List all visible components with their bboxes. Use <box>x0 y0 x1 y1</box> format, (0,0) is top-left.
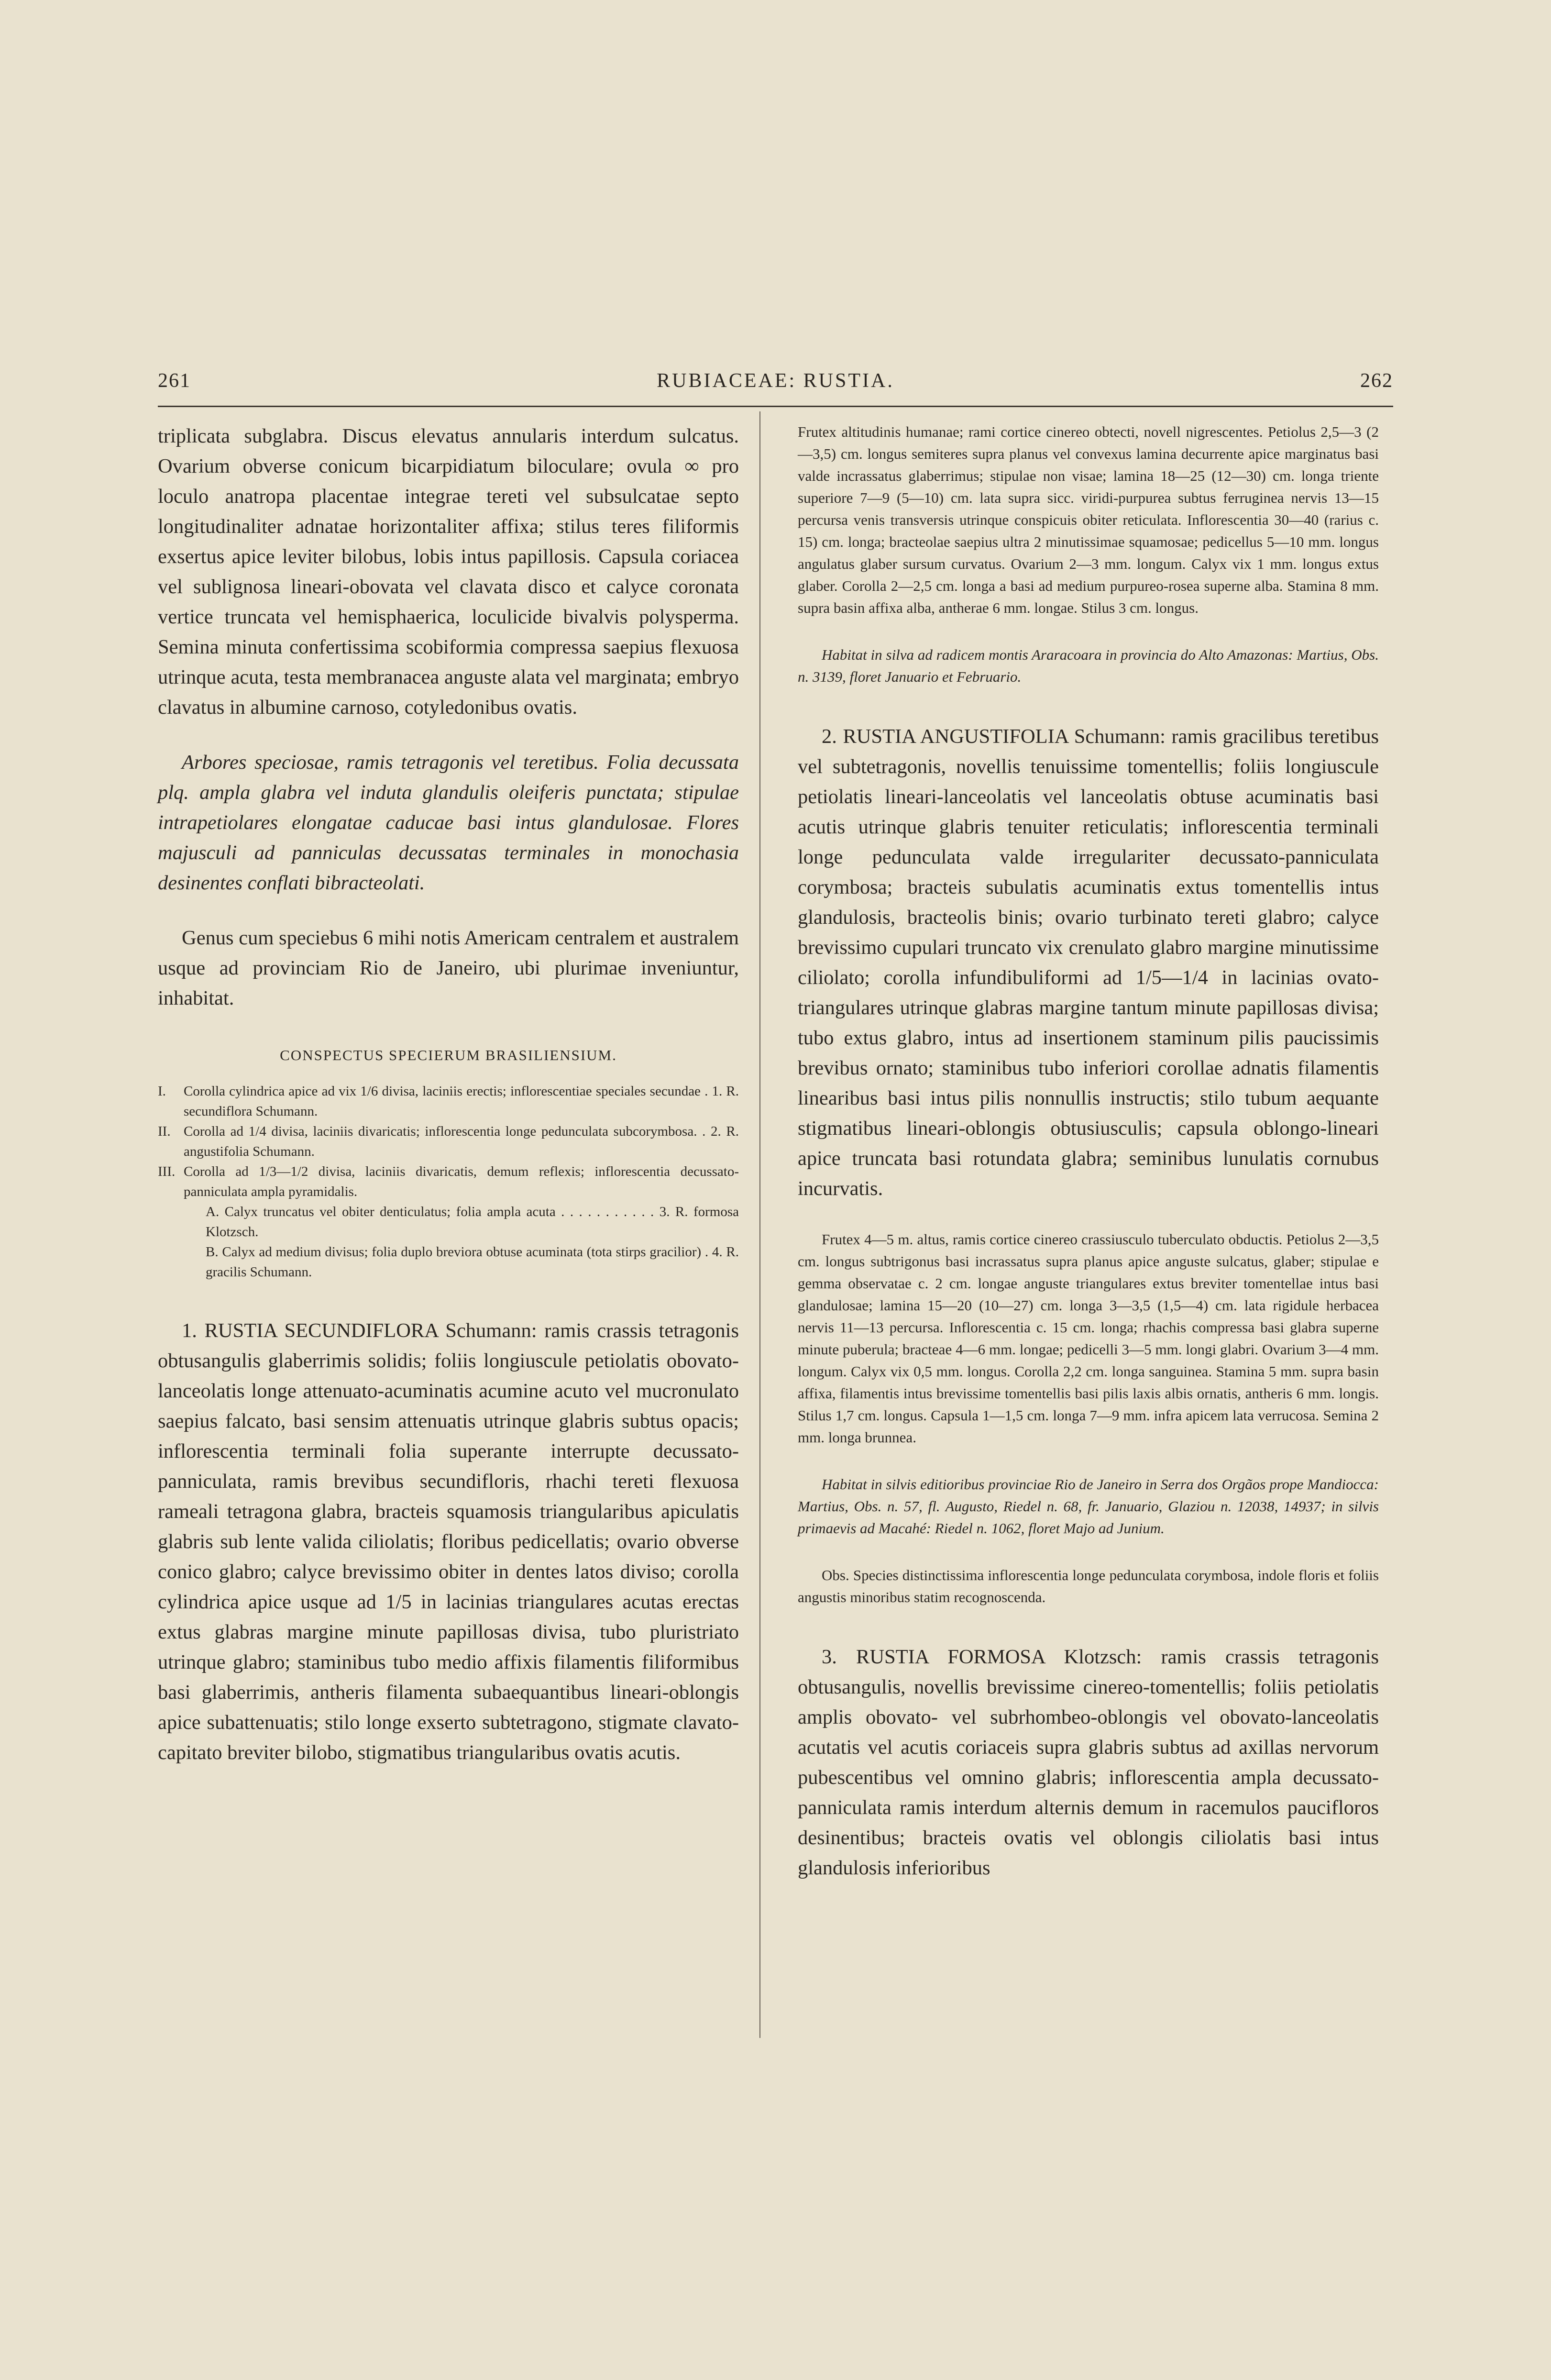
key-entry <box>158 1162 739 1202</box>
genus-description: triplicata subglabra. Discus elevatus annularis interdum sulcatus. Ovarium obverse conicum bicarpidiatum biloculare; ovula ∞ pro loculo anatropa placentae integrae tereti vel subsulcatae septo longitudinaliter adnatae horizontaliter affixa; stilus teres filiformis exsertus apice leviter bilobus, lobis intus papillosis. Capsula coriacea vel sublignosa lineari-obovata vel clavata disco et calyce coronata vertice truncata vel hemisphaerica, loculicide bivalvis polysperma. Semina minuta confertissima scobiformia compressa saepius flexuosa utrinque acuta, testa membranacea anguste alata vel marginata; embryo clavatus in albumine carnoso, cotyledonibus ovatis. <box>158 425 739 719</box>
key-text: Corolla ad 1/3—1/2 divisa, laciniis divaricatis, demum reflexis; inflorescentia decussato-panniculata ampla pyramidalis. <box>184 1164 739 1199</box>
left-column <box>158 421 739 1768</box>
species-1-description: 1. RUSTIA SECUNDIFLORA Schumann: ramis crassis tetragonis obtusangulis glaberrimis solidis; foliis longiuscule petiolatis obovato-lanceolatis longe attenuato-acuminatis acumine acuto vel mucronulato saepius falcato, basi sensim attenuatis utrinque glabris subtus opacis; inflorescentia terminali folia superante interrupte decussato-panniculata, ramis brevibus secundifloris, rhachi tereti flexuosa rameali tetragona glabra, bracteis squamosis triangularibus apiculatis glabris sub lente valida ciliolatis; floribus pedicellatis; ovario obverse conico glabro; calyce brevissimo obiter in dentes latos diviso; corolla cylindrica apice usque ad 1/5 in lacinias triangulares acutas erectas extus glabras margine minute papillosas divisa, tubo pluristriato utrinque glabro; staminibus tubo medio affixis filamentis filiformibus basi glaberrimis, antheris filamenta subaequantibus lineari-oblongis apice subattenuatis; stilo longe exserto subtetragono, stigmate clavato-capitato breviter bilobo, stigmatibus triangularibus ovatis acutis. <box>158 1319 739 1764</box>
key-subentry: B. Calyx ad medium divisus; folia duplo breviora obtuse acuminata (tota stirps gracilior) . 4. R. gracilis Schumann. <box>206 1244 739 1280</box>
header-rule <box>158 406 1393 407</box>
page-number-right: 262 <box>1360 370 1393 392</box>
key-entry <box>158 1081 739 1121</box>
species-1-habitat: Habitat in silva ad radicem montis Araracoara in provincia do Alto Amazonas: Martius, Obs. n. 3139, floret Januario et Februario. <box>798 646 1379 685</box>
genus-habit-paragraph: Arbores speciosae, ramis tetragonis vel teretibus. Folia decussata plq. ampla glabra vel induta glandulis oleiferis punctata; stipulae intrapetiolares elongatae caducae basi intus glandulosae. Flores majusculi ad panniculas decussatas terminales in monochasia desinentes conflati bibracteolati. <box>158 751 739 894</box>
page-number-left: 261 <box>158 370 191 392</box>
species-2-details: Frutex 4—5 m. altus, ramis cortice cinereo crassiusculo tuberculato obductis. Petiolus 2—3,5 cm. longus subtrigonus basi incrassatus supra planus apice anguste sulcatus, glaber; stipulae e gemma observatae c. 2 cm. longae anguste triangulares extus breviter tomentellae intus basi glandulosae; lamina 15—20 (10—27) cm. longa 3—3,5 (1,5—4) cm. lata rigidule herbacea nervis 11—13 percursa. Inflorescentia c. 15 cm. longa; rhachis compressa basi glabra superne minute puberula; bracteae 4—6 mm. longae; pedicelli 3—5 mm. longi glabri. Ovarium 3—4 mm. longum. Calyx vix 0,5 mm. longus. Corolla 2,2 cm. longa sanguinea. Stamina 5 mm. supra basin affixa, filamentis intus brevissime tomentellis basi pilis laxis albis ornatis, antheris 6 mm. longis. Stilus 1,7 cm. longus. Capsula 1—1,5 cm. longa 7—9 mm. infra apicem lata verrucosa. Semina 2 mm. longa brunnea. <box>798 1231 1379 1446</box>
conspectus-key <box>158 1081 739 1282</box>
species-3-description: 3. RUSTIA FORMOSA Klotzsch: ramis crassis tetragonis obtusangulis, novellis brevissime cinereo-tomentellis; foliis petiolatis amplis obovato- vel subrhombeo-oblongis vel obovato-lanceolatis acutatis vel acutis coriaceis supra glabris subtus ad axillas nervorum pubescentibus vel omnino glabris; inflorescentia ampla decussato-panniculata ramis interdum alternis demum in racemulos paucifloros desinentibus; bracteis ovatis vel oblongis ciliolatis basi intus glandulosis inferioribus <box>798 1646 1379 1879</box>
species-2-description: 2. RUSTIA ANGUSTIFOLIA Schumann: ramis gracilibus teretibus vel subtetragonis, novellis tenuissime tomentellis; foliis longiuscule petiolatis lineari-lanceolatis vel lanceolatis obtuse acuminatis basi acutis utrinque glabris tenuiter reticulatis; inflorescentia terminali longe pedunculata valde irregulariter decussato-panniculata corymbosa; bracteis subulatis acuminatis extus tomentellis intus glandulosis, bracteolis binis; ovario turbinato tereti glabro; calyce brevissimo cupulari truncato vix crenulato glabro margine minutissime ciliolato; corolla infundibuliformi ad 1/5—1/4 in lacinias ovato-triangulares utrinque glabras margine tantum minute papillosas divisa; tubo extus glabro, intus ad insertionem staminum pilis paucissimis brevibus ornato; staminibus tubo inferiori corollae adnatis filamentis linearibus basi intus pilis nonnullis instructis; stilo tubum aequante stigmatibus lineari-oblongis obtusiusculis; capsula oblongo-lineari apice truncata basi rotundata glabra; seminibus lunulatis cornubus incurvatis. <box>798 725 1379 1200</box>
species-1-details: Frutex altitudinis humanae; rami cortice cinereo obtecti, novell nigrescentes. Petiolus 2,5—3 (2—3,5) cm. longus semiteres supra planus vel convexus lamina decurrente apice marginatus basi valde incrassatus glaberrimus; stipulae non visae; lamina 18—25 (12—30) cm. longa triente superiore 7—9 (5—10) cm. lata supra sicc. viridi-purpurea subtus ferruginea nervis 13—15 percursa venis transversis utrinque conspicuis obiter reticulata. Inflorescentia 30—40 (rarius c. 15) cm. longa; bracteolae saepius ultra 2 minutissimae squamosae; pedicellus 5—10 mm. longus angulatus glaber sursum curvatus. Ovarium 2—3 mm. longum. Calyx vix 1 mm. longus extus glaber. Corolla 2—2,5 cm. longa a basi ad medium purpureo-rosea superne alba. Stamina 8 mm. supra basin affixa alba, antherae 6 mm. longae. Stilus 3 cm. longus. <box>798 423 1379 616</box>
conspectus-heading: CONSPECTUS SPECIERUM BRASILIENSIUM. <box>280 1047 617 1063</box>
column-divider <box>759 411 760 2038</box>
running-title: RUBIACEAE: RUSTIA. <box>657 370 894 392</box>
key-number: II. <box>158 1124 171 1139</box>
key-number: I. <box>158 1084 166 1099</box>
key-subentry: A. Calyx truncatus vel obiter denticulatus; folia ampla acuta . . . . . . . . . . . 3. R. formosa Klotzsch. <box>206 1204 739 1240</box>
key-entry <box>158 1121 739 1162</box>
species-2-habitat: Habitat in silvis editioribus provinciae Rio de Janeiro in Serra dos Orgãos prope Mandiocca: Martius, Obs. n. 57, fl. Augusto, Riedel n. 68, fr. Januario, Glaziou n. 12038, 14937; in silvis primaevis ad Macahé: Riedel n. 1062, floret Majo ad Junium. <box>798 1476 1379 1537</box>
species-2-observation: Obs. Species distinctissima inflorescentia longe pedunculata corymbosa, indole floris et foliis angustis minoribus statim recognoscenda. <box>798 1567 1379 1605</box>
key-text: Corolla ad 1/4 divisa, laciniis divaricatis; inflorescentia longe pedunculata subcorymbosa. . 2. R. angustifolia Schumann. <box>184 1124 739 1159</box>
key-text: Corolla cylindrica apice ad vix 1/6 divisa, laciniis erectis; inflorescentiae speciales secundae . 1. R. secundiflora Schumann. <box>184 1084 739 1119</box>
genus-distribution-paragraph: Genus cum speciebus 6 mihi notis Americam centralem et australem usque ad provinciam Rio de Janeiro, ubi plurimae inveniuntur, inhabitat. <box>158 927 739 1009</box>
key-number: III. <box>158 1164 176 1179</box>
right-column <box>798 421 1379 1883</box>
page-header <box>158 369 1393 398</box>
